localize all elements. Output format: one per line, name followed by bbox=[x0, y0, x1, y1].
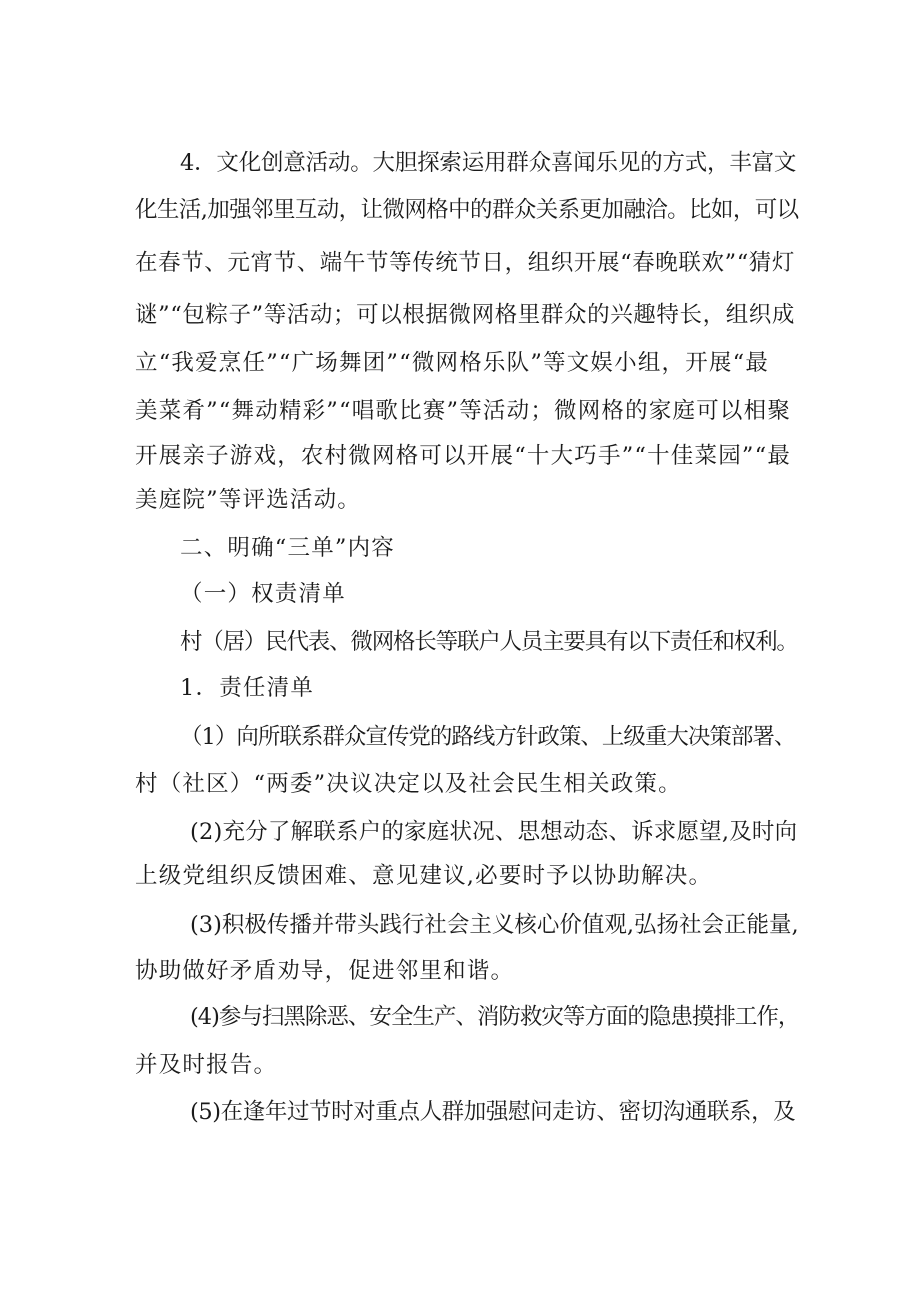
text-line: 谜”“包粽子”等活动；可以根据微网格里群众的兴趣特长，组织成 bbox=[135, 302, 796, 328]
text-line: 在春节、元宵节、端午节等传统节日，组织开展“春晚联欢”“猜灯 bbox=[135, 250, 796, 276]
text-line: (4)参与扫黑除恶、安全生产、消防救灾等方面的隐患摸排工作， bbox=[190, 1004, 800, 1030]
text-line: 美庭院”等评选活动。 bbox=[135, 487, 362, 513]
text-line: 4．文化创意活动。大胆探索运用群众喜闻乐见的方式，丰富文 bbox=[180, 150, 797, 176]
text-line: 协助做好矛盾劝导，促进邻里和谐。 bbox=[135, 958, 515, 984]
text-line: (3)积极传播并带头践行社会主义核心价值观,弘扬社会正能量, bbox=[190, 912, 799, 938]
text-line: 村（居）民代表、微网格长等联户人员主要具有以下责任和权利。 bbox=[180, 629, 798, 655]
text-line: 美菜肴”“舞动精彩”“唱歌比赛”等活动；微网格的家庭可以相聚 bbox=[135, 398, 792, 424]
text-line: 开展亲子游戏，农村微网格可以开展“十大巧手”“十佳菜园”“最 bbox=[135, 443, 792, 469]
text-line: (5)在逢年过节时对重点人群加强慰问走访、密切沟通联系，及 bbox=[190, 1099, 796, 1125]
text-line: (2)充分了解联系户的家庭状况、思想动态、诉求愿望,及时向 bbox=[190, 819, 798, 845]
text-line: 并及时报告。 bbox=[135, 1052, 278, 1078]
text-line: 上级党组织反馈困难、意见建议,必要时予以协助解决。 bbox=[135, 863, 713, 889]
text-line: （1）向所联系群众宣传党的路线方针政策、上级重大决策部署、 bbox=[180, 724, 796, 750]
text-line: 立“我爱烹任”“广场舞团”“微网格乐队”等文娱小组，开展“最 bbox=[135, 350, 770, 376]
list-heading: 1．责任清单 bbox=[180, 675, 315, 701]
text-line: 化生活,加强邻里互动，让微网格中的群众关系更加融洽。比如，可以 bbox=[135, 197, 799, 223]
section-heading: 二、明确“三单”内容 bbox=[180, 535, 396, 561]
subsection-heading: （一）权责清单 bbox=[180, 581, 346, 607]
text-line: 村（社区）“两委”决议决定以及社会民生相关政策。 bbox=[135, 771, 682, 797]
